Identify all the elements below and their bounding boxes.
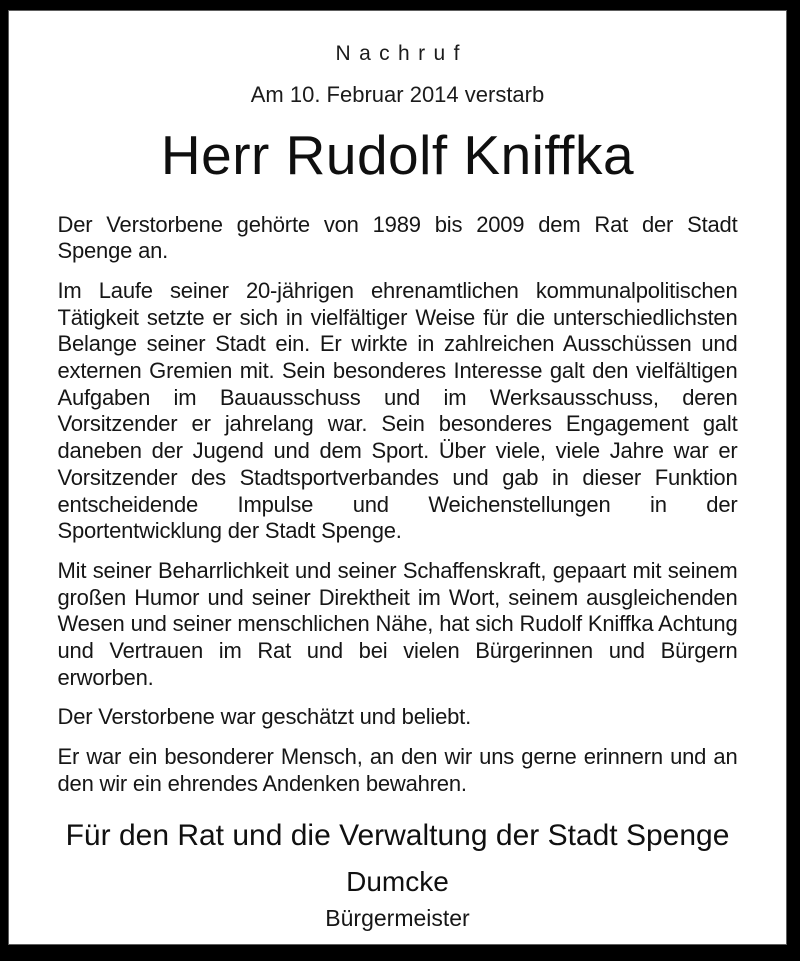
obituary-paragraph-council-membership: Der Verstorbene gehörte von 1989 bis 2009 dem Rat der Stadt Spenge an. (57, 211, 738, 264)
signature-name: Dumcke (346, 865, 449, 897)
obituary-paragraph-remembrance: Er war ein besonderer Mensch, an den wir uns gerne erinnern und an den wir ein ehrendes Andenken bewahren. (57, 744, 738, 796)
death-date-line: Am 10. Februar 2014 verstarb (250, 82, 545, 107)
signature-role: Bürgermeister (325, 904, 470, 931)
obituary-paragraph-character: Mit seiner Beharrlichkeit und seiner Schaffenskraft, gepaart mit seinem großen Humor und seiner Direktheit im Wort, seinem ausgleichenden Wesen und seiner menschlichen Nähe, hat sich Rudolf Kniffka Achtung und Vertrauen im Rat und bei vielen Bürgerinnen und Bürgern erworben. (57, 557, 738, 690)
deceased-name: Herr Rudolf Kniffka (160, 124, 635, 186)
closing-line: Für den Rat und die Verwaltung der Stadt Spenge (65, 818, 730, 852)
obituary-paragraph-public-service: Im Laufe seiner 20-jährigen ehrenamtlichen kommunalpolitischen Tätigkeit setzte er sich in vielfältiger Weise für die unterschiedlichsten Belange seiner Stadt ein. Er wirkte in zahlreichen Ausschüssen und externen Gremien mit. Sein besonderes Interesse galt den vielfältigen Aufgaben im Bauausschuss und im Werksausschuss, deren Vorsitzender er jahrelang war. Sein besonderes Engagement galt daneben der Jugend und dem Sport. Über viele, viele Jahre war er Vorsitzender des Stadtsportverbandes und gab in dieser Funktion entscheidende Impulse und Weichenstellungen in der Sportentwicklung der Stadt Spenge. (57, 277, 738, 544)
obituary-content (58, 11, 738, 932)
obituary-paragraph-esteemed: Der Verstorbene war geschätzt und beliebt. (57, 704, 472, 730)
obituary-notice (8, 10, 787, 945)
notice-kicker: Nachruf (335, 42, 468, 65)
